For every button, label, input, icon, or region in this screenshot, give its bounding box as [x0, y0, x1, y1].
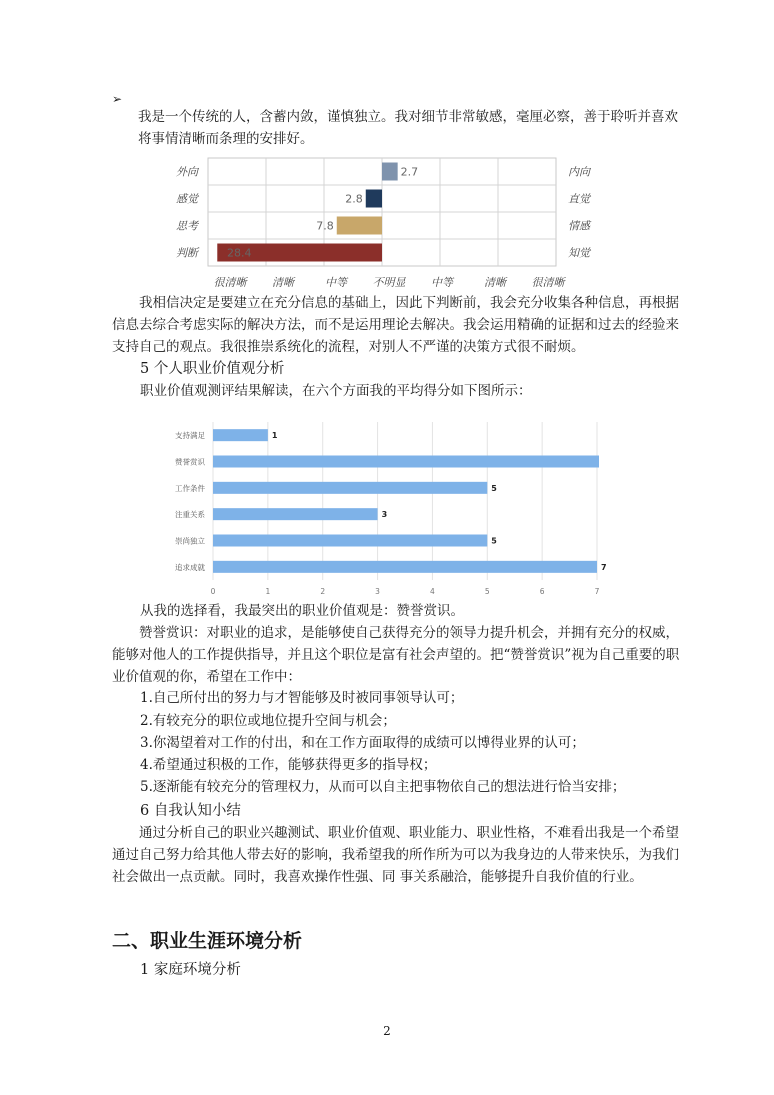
chapter2-title: 二、职业生涯环境分析 — [112, 930, 303, 952]
category-label: 追求成就 — [175, 562, 205, 572]
list-item: 1.自己所付出的努力与才智能够及时被同事领导认可； — [140, 690, 464, 706]
paragraph-description: 赞誉赏识：对职业的追求，是能够使自己获得充分的领导力提升机会，并拥有充分的权威，能够对他人的工作提供指导，并且这个职位是富有社会声望的。把“赞誉赏识”视为自己重要的职业价值观的你，希望在工作中： — [112, 625, 680, 685]
list-item: 5.逐渐能有较充分的管理权力，从而可以自主把事物依自己的想法进行恰当安排； — [140, 779, 626, 795]
bar-data-label: 7 — [601, 562, 607, 572]
left-dimension-label: 感觉 — [176, 192, 198, 206]
bar-value-label: 2.8 — [345, 192, 363, 206]
intro-text: 我是一个传统的人，含蓄内敛，谨慎独立。我对细节非常敏感，毫厘必察，善于聆听并喜欢将事情清晰而条理的安排好。 — [138, 108, 678, 147]
x-tick-label: 7 — [594, 587, 600, 596]
category-label: 支持满足 — [175, 431, 205, 441]
right-dimension-label: 直觉 — [568, 192, 590, 206]
right-dimension-label: 内向 — [568, 165, 590, 179]
paragraph-judgement: 我相信决定是要建立在充分信息的基础上，因此下判断前，我会充分收集各种信息，再根据信息去综合考虑实际的解决方法，而不是运用理论去解决。我会运用精确的证据和过去的经验来支持自己的观点。我很推崇系统化的流程，对别人不严谨的决策方式很不耐烦。 — [112, 295, 679, 355]
bar-value-label: 7.8 — [316, 219, 334, 233]
clarity-scale-label: 不明显 — [372, 276, 406, 289]
personality-dimension-chart — [160, 152, 600, 290]
clarity-scale-label: 很清晰 — [531, 276, 565, 289]
x-tick-label: 1 — [265, 587, 271, 596]
clarity-scale-label: 中等 — [325, 276, 347, 289]
section6-title: 6 自我认知小结 — [140, 803, 241, 819]
bar-data-label: 5 — [491, 536, 497, 546]
bar-value-label: 2.7 — [400, 165, 419, 179]
x-tick-label: 0 — [210, 587, 216, 596]
dimension-bar — [366, 190, 382, 208]
x-tick-label: 5 — [484, 587, 490, 596]
x-tick-label: 6 — [539, 587, 545, 596]
dimension-bar — [337, 217, 382, 235]
left-dimension-label: 思考 — [176, 219, 198, 233]
bar-data-label: 1 — [271, 431, 278, 441]
left-dimension-label: 外向 — [176, 165, 198, 179]
section6-paragraph: 通过分析自己的职业兴趣测试、职业价值观、职业能力、职业性格，不难看出我是一个希望通过自己努力给其他人带去好的影响，我希望我的所作所为可以为我身边的人带来快乐，为我们社会做出一点贡献。同时，我喜欢操作性强、同 事关系融洽，能够提升自我价值的行业。 — [112, 825, 679, 885]
list-item: 4.希望通过积极的工作，能够获得更多的指导权； — [140, 757, 437, 773]
bar-data-label: 5 — [491, 483, 497, 493]
dimension-bar — [382, 163, 398, 181]
right-dimension-label: 知觉 — [568, 246, 590, 260]
category-label: 赞誉赏识 — [175, 457, 205, 467]
bar-value-label: 28.4 — [227, 246, 252, 260]
value-bar — [213, 429, 268, 441]
value-bar — [213, 456, 599, 468]
section5-intro: 职业价值观测评结果解读，在六个方面我的平均得分如下图所示： — [140, 383, 532, 399]
category-label: 注重关系 — [175, 510, 205, 520]
value-bar — [213, 535, 487, 547]
x-tick-label: 2 — [320, 587, 326, 596]
section1-title: 1 家庭环境分析 — [140, 962, 241, 978]
x-tick-label: 3 — [375, 587, 380, 596]
section5-title: 5 个人职业价值观分析 — [140, 361, 285, 377]
left-dimension-label: 判断 — [176, 246, 198, 260]
clarity-scale-label: 中等 — [431, 276, 453, 289]
list-item: 3.你渴望着对工作的付出，和在工作方面取得的成绩可以博得业界的认可； — [140, 735, 585, 751]
list-item: 2.有较充分的职位或地位提升空间与机会； — [140, 713, 396, 729]
paragraph-highlight: 从我的选择看，我最突出的职业价值观是：赞誉赏识。 — [140, 603, 464, 619]
category-label: 崇尚独立 — [175, 536, 205, 546]
value-bar — [213, 508, 378, 520]
career-values-chart — [165, 418, 605, 600]
arrow-bullet-icon: ➢ — [112, 92, 123, 106]
page-number: 2 — [383, 1024, 391, 1038]
clarity-scale-label: 清晰 — [484, 276, 506, 289]
category-label: 工作条件 — [175, 483, 205, 493]
clarity-scale-label: 清晰 — [272, 276, 294, 289]
value-bar — [213, 561, 597, 573]
value-bar — [213, 482, 487, 494]
bar-data-label: 3 — [381, 510, 388, 520]
right-dimension-label: 情感 — [568, 219, 590, 233]
clarity-scale-label: 很清晰 — [213, 276, 247, 289]
x-tick-label: 4 — [430, 587, 435, 596]
